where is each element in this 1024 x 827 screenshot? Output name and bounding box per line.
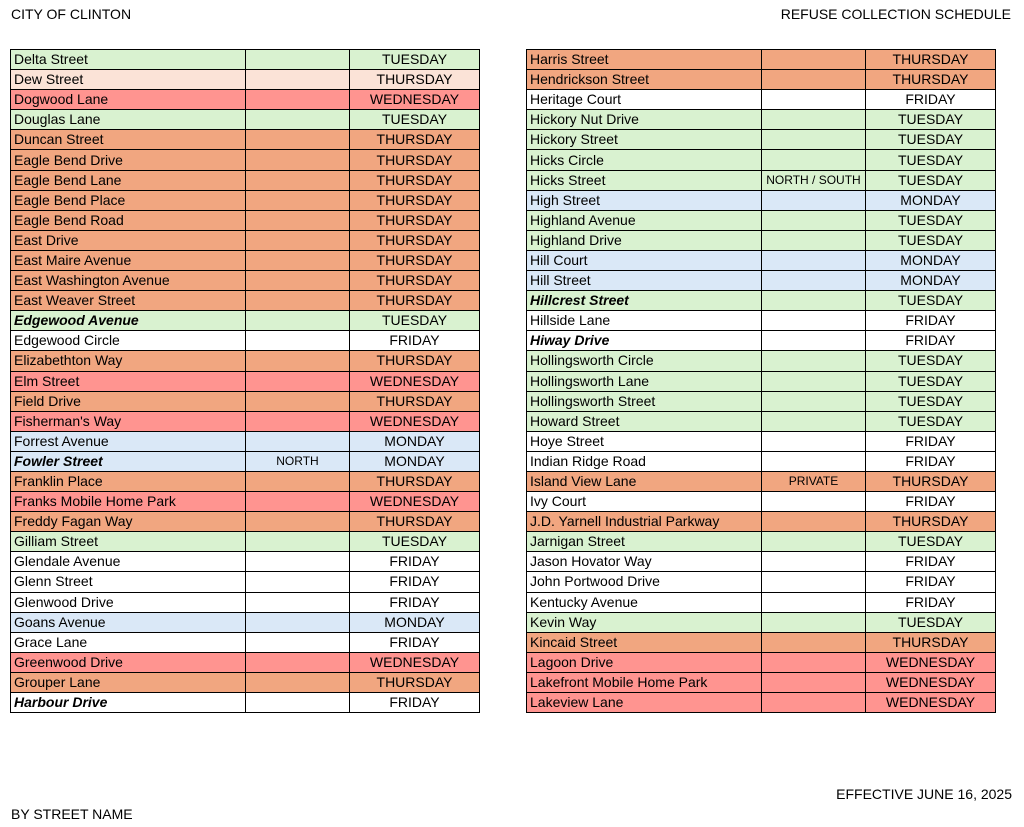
table-row — [527, 391, 996, 411]
street-name-cell: Hill Court — [527, 250, 762, 270]
street-name-cell: Fisherman's Way — [11, 411, 246, 431]
table-row — [527, 672, 996, 692]
collection-day-cell: THURSDAY — [350, 210, 480, 230]
street-note-cell — [762, 150, 866, 170]
collection-day-cell: THURSDAY — [350, 230, 480, 250]
collection-day-cell: FRIDAY — [866, 592, 996, 612]
street-note-cell — [762, 371, 866, 391]
table-row — [11, 672, 480, 692]
collection-day-cell: THURSDAY — [866, 70, 996, 90]
street-note-cell — [246, 271, 350, 291]
table-row — [11, 552, 480, 572]
collection-day-cell: FRIDAY — [350, 552, 480, 572]
collection-day-cell: WEDNESDAY — [866, 672, 996, 692]
street-note-cell — [762, 693, 866, 713]
table-row — [11, 210, 480, 230]
street-name-cell: Dogwood Lane — [11, 90, 246, 110]
table-row — [11, 693, 480, 713]
effective-date: EFFECTIVE JUNE 16, 2025 — [836, 786, 1012, 802]
table-row — [527, 471, 996, 491]
street-name-cell: Island View Lane — [527, 471, 762, 491]
street-name-cell: Elm Street — [11, 371, 246, 391]
street-note-cell — [246, 371, 350, 391]
collection-day-cell: TUESDAY — [866, 371, 996, 391]
street-name-cell: Harris Street — [527, 50, 762, 70]
collection-day-cell: TUESDAY — [866, 130, 996, 150]
street-name-cell: Grouper Lane — [11, 672, 246, 692]
street-note-cell — [246, 90, 350, 110]
collection-day-cell: FRIDAY — [866, 451, 996, 471]
street-note-cell — [246, 431, 350, 451]
street-name-cell: Hendrickson Street — [527, 70, 762, 90]
street-name-cell: Eagle Bend Place — [11, 190, 246, 210]
street-name-cell: Hollingsworth Street — [527, 391, 762, 411]
collection-day-cell: TUESDAY — [866, 411, 996, 431]
table-row — [527, 90, 996, 110]
table-row — [11, 592, 480, 612]
street-note-cell — [246, 693, 350, 713]
street-name-cell: Kevin Way — [527, 612, 762, 632]
collection-day-cell: WEDNESDAY — [350, 652, 480, 672]
collection-day-cell: WEDNESDAY — [350, 371, 480, 391]
street-name-cell: Edgewood Circle — [11, 331, 246, 351]
schedule-table-left — [10, 49, 480, 713]
street-name-cell: Jason Hovator Way — [527, 552, 762, 572]
table-row — [11, 471, 480, 491]
collection-day-cell: WEDNESDAY — [350, 492, 480, 512]
collection-day-cell: MONDAY — [350, 612, 480, 632]
collection-day-cell: THURSDAY — [866, 632, 996, 652]
street-name-cell: East Maire Avenue — [11, 250, 246, 270]
street-note-cell — [762, 411, 866, 431]
street-note-cell — [246, 50, 350, 70]
table-row — [11, 250, 480, 270]
street-note-cell — [762, 271, 866, 291]
street-name-cell: Howard Street — [527, 411, 762, 431]
collection-day-cell: TUESDAY — [866, 351, 996, 371]
collection-day-cell: FRIDAY — [350, 693, 480, 713]
street-note-cell — [246, 672, 350, 692]
street-note-cell — [246, 331, 350, 351]
street-note-cell — [246, 170, 350, 190]
table-row — [527, 652, 996, 672]
collection-day-cell: THURSDAY — [350, 250, 480, 270]
street-note-cell: NORTH / SOUTH — [762, 170, 866, 190]
collection-day-cell: MONDAY — [866, 271, 996, 291]
sort-label: BY STREET NAME — [11, 806, 133, 822]
collection-day-cell: MONDAY — [350, 451, 480, 471]
table-row — [11, 431, 480, 451]
collection-day-cell: THURSDAY — [350, 391, 480, 411]
street-name-cell: Gilliam Street — [11, 532, 246, 552]
collection-day-cell: THURSDAY — [866, 471, 996, 491]
street-note-cell — [762, 451, 866, 471]
collection-day-cell: THURSDAY — [350, 130, 480, 150]
collection-day-cell: THURSDAY — [350, 351, 480, 371]
collection-day-cell: WEDNESDAY — [866, 652, 996, 672]
collection-day-cell: THURSDAY — [350, 170, 480, 190]
street-note-cell — [762, 592, 866, 612]
street-note-cell — [246, 210, 350, 230]
collection-day-cell: FRIDAY — [866, 572, 996, 592]
table-row — [11, 150, 480, 170]
street-note-cell — [246, 311, 350, 331]
street-name-cell: East Washington Avenue — [11, 271, 246, 291]
table-row — [11, 632, 480, 652]
table-row — [527, 291, 996, 311]
collection-day-cell: TUESDAY — [350, 532, 480, 552]
table-row — [11, 130, 480, 150]
street-name-cell: Freddy Fagan Way — [11, 512, 246, 532]
street-name-cell: East Drive — [11, 230, 246, 250]
street-name-cell: Delta Street — [11, 50, 246, 70]
street-name-cell: Fowler Street — [11, 451, 246, 471]
collection-day-cell: TUESDAY — [866, 170, 996, 190]
table-row — [527, 210, 996, 230]
street-note-cell — [762, 512, 866, 532]
collection-day-cell: THURSDAY — [350, 512, 480, 532]
table-row — [11, 50, 480, 70]
collection-day-cell: WEDNESDAY — [350, 90, 480, 110]
street-name-cell: Grace Lane — [11, 632, 246, 652]
table-row — [11, 271, 480, 291]
street-name-cell: Eagle Bend Lane — [11, 170, 246, 190]
table-row — [11, 492, 480, 512]
street-note-cell — [762, 391, 866, 411]
street-name-cell: Highland Avenue — [527, 210, 762, 230]
collection-day-cell: MONDAY — [866, 190, 996, 210]
street-note-cell — [762, 190, 866, 210]
table-row — [527, 130, 996, 150]
collection-day-cell: FRIDAY — [866, 492, 996, 512]
street-name-cell: Hicks Street — [527, 170, 762, 190]
street-name-cell: Glenn Street — [11, 572, 246, 592]
street-note-cell — [762, 532, 866, 552]
collection-day-cell: WEDNESDAY — [350, 411, 480, 431]
collection-day-cell: FRIDAY — [866, 311, 996, 331]
street-note-cell — [246, 411, 350, 431]
street-note-cell — [762, 70, 866, 90]
collection-day-cell: FRIDAY — [350, 572, 480, 592]
collection-day-cell: TUESDAY — [866, 291, 996, 311]
table-row — [11, 411, 480, 431]
street-note-cell — [246, 552, 350, 572]
table-row — [527, 612, 996, 632]
street-note-cell — [762, 331, 866, 351]
table-row — [527, 70, 996, 90]
street-name-cell: Lakeview Lane — [527, 693, 762, 713]
table-row — [527, 311, 996, 331]
street-note-cell — [246, 351, 350, 371]
street-name-cell: Edgewood Avenue — [11, 311, 246, 331]
collection-day-cell: TUESDAY — [350, 50, 480, 70]
table-row — [527, 50, 996, 70]
collection-day-cell: THURSDAY — [866, 512, 996, 532]
table-row — [11, 311, 480, 331]
street-note-cell — [246, 471, 350, 491]
table-row — [527, 693, 996, 713]
table-row — [11, 652, 480, 672]
street-note-cell — [246, 70, 350, 90]
table-row — [527, 532, 996, 552]
street-note-cell — [762, 652, 866, 672]
collection-day-cell: TUESDAY — [866, 612, 996, 632]
street-name-cell: Ivy Court — [527, 492, 762, 512]
street-name-cell: Hoye Street — [527, 431, 762, 451]
collection-day-cell: TUESDAY — [350, 311, 480, 331]
street-note-cell — [762, 50, 866, 70]
street-note-cell — [762, 612, 866, 632]
street-name-cell: Hiway Drive — [527, 331, 762, 351]
table-row — [527, 371, 996, 391]
table-row — [11, 612, 480, 632]
collection-day-cell: THURSDAY — [350, 672, 480, 692]
street-name-cell: Harbour Drive — [11, 693, 246, 713]
street-note-cell — [246, 592, 350, 612]
collection-day-cell: FRIDAY — [350, 632, 480, 652]
collection-day-cell: FRIDAY — [866, 552, 996, 572]
table-row — [527, 150, 996, 170]
collection-day-cell: FRIDAY — [350, 592, 480, 612]
table-row — [527, 190, 996, 210]
street-note-cell — [246, 391, 350, 411]
street-name-cell: Douglas Lane — [11, 110, 246, 130]
table-row — [527, 431, 996, 451]
street-note-cell — [246, 130, 350, 150]
street-note-cell — [246, 190, 350, 210]
street-name-cell: Lakefront Mobile Home Park — [527, 672, 762, 692]
table-row — [11, 291, 480, 311]
collection-day-cell: TUESDAY — [866, 230, 996, 250]
street-note-cell: PRIVATE — [762, 471, 866, 491]
collection-day-cell: WEDNESDAY — [866, 693, 996, 713]
table-row — [11, 351, 480, 371]
collection-day-cell: TUESDAY — [866, 391, 996, 411]
street-note-cell — [246, 512, 350, 532]
table-row — [527, 512, 996, 532]
street-name-cell: Elizabethton Way — [11, 351, 246, 371]
street-note-cell — [762, 431, 866, 451]
table-row — [11, 451, 480, 471]
table-row — [11, 572, 480, 592]
street-name-cell: Forrest Avenue — [11, 431, 246, 451]
street-note-cell — [762, 672, 866, 692]
street-note-cell — [246, 652, 350, 672]
street-name-cell: Kentucky Avenue — [527, 592, 762, 612]
street-name-cell: Heritage Court — [527, 90, 762, 110]
table-row — [11, 170, 480, 190]
street-name-cell: East Weaver Street — [11, 291, 246, 311]
street-name-cell: High Street — [527, 190, 762, 210]
street-note-cell — [762, 311, 866, 331]
street-name-cell: Dew Street — [11, 70, 246, 90]
street-name-cell: Hollingsworth Lane — [527, 371, 762, 391]
table-row — [11, 190, 480, 210]
table-row — [527, 592, 996, 612]
street-name-cell: Glendale Avenue — [11, 552, 246, 572]
collection-day-cell: TUESDAY — [866, 210, 996, 230]
table-row — [11, 230, 480, 250]
street-note-cell — [762, 291, 866, 311]
street-note-cell — [762, 90, 866, 110]
collection-day-cell: THURSDAY — [350, 271, 480, 291]
street-note-cell — [762, 492, 866, 512]
street-note-cell — [762, 632, 866, 652]
table-row — [11, 371, 480, 391]
table-row — [527, 250, 996, 270]
street-name-cell: Franks Mobile Home Park — [11, 492, 246, 512]
street-name-cell: Duncan Street — [11, 130, 246, 150]
collection-day-cell: THURSDAY — [350, 190, 480, 210]
collection-day-cell: TUESDAY — [350, 110, 480, 130]
collection-day-cell: MONDAY — [350, 431, 480, 451]
street-name-cell: Kincaid Street — [527, 632, 762, 652]
table-row — [527, 492, 996, 512]
street-note-cell: NORTH — [246, 451, 350, 471]
table-row — [527, 230, 996, 250]
table-row — [527, 351, 996, 371]
collection-day-cell: TUESDAY — [866, 110, 996, 130]
street-name-cell: Glenwood Drive — [11, 592, 246, 612]
collection-day-cell: FRIDAY — [866, 431, 996, 451]
street-note-cell — [246, 291, 350, 311]
street-note-cell — [246, 612, 350, 632]
table-row — [527, 451, 996, 471]
street-note-cell — [762, 572, 866, 592]
table-row — [527, 331, 996, 351]
collection-day-cell: TUESDAY — [866, 532, 996, 552]
street-note-cell — [246, 230, 350, 250]
street-name-cell: Hillcrest Street — [527, 291, 762, 311]
street-name-cell: Franklin Place — [11, 471, 246, 491]
table-row — [11, 512, 480, 532]
table-row — [11, 331, 480, 351]
table-row — [527, 411, 996, 431]
street-note-cell — [246, 110, 350, 130]
street-note-cell — [762, 351, 866, 371]
street-note-cell — [246, 250, 350, 270]
street-name-cell: Field Drive — [11, 391, 246, 411]
table-row — [527, 572, 996, 592]
street-note-cell — [246, 492, 350, 512]
street-note-cell — [762, 552, 866, 572]
street-name-cell: Hollingsworth Circle — [527, 351, 762, 371]
street-note-cell — [762, 230, 866, 250]
table-row — [527, 271, 996, 291]
table-row — [11, 90, 480, 110]
street-note-cell — [246, 572, 350, 592]
table-row — [11, 110, 480, 130]
street-note-cell — [246, 532, 350, 552]
street-name-cell: Greenwood Drive — [11, 652, 246, 672]
table-row — [11, 70, 480, 90]
collection-day-cell: THURSDAY — [350, 471, 480, 491]
collection-day-cell: THURSDAY — [866, 50, 996, 70]
street-name-cell: Eagle Bend Road — [11, 210, 246, 230]
collection-day-cell: MONDAY — [866, 250, 996, 270]
collection-day-cell: THURSDAY — [350, 70, 480, 90]
street-name-cell: Highland Drive — [527, 230, 762, 250]
street-note-cell — [762, 210, 866, 230]
street-name-cell: Hickory Nut Drive — [527, 110, 762, 130]
street-name-cell: Goans Avenue — [11, 612, 246, 632]
street-note-cell — [762, 250, 866, 270]
collection-day-cell: FRIDAY — [866, 90, 996, 110]
street-note-cell — [246, 632, 350, 652]
street-note-cell — [246, 150, 350, 170]
collection-day-cell: FRIDAY — [866, 331, 996, 351]
street-name-cell: J.D. Yarnell Industrial Parkway — [527, 512, 762, 532]
table-row — [527, 110, 996, 130]
table-row — [527, 632, 996, 652]
table-row — [11, 532, 480, 552]
schedule-table-right — [526, 49, 996, 713]
street-name-cell: Hicks Circle — [527, 150, 762, 170]
collection-day-cell: THURSDAY — [350, 291, 480, 311]
schedule-title: REFUSE COLLECTION SCHEDULE — [780, 6, 1011, 22]
street-note-cell — [762, 110, 866, 130]
collection-day-cell: FRIDAY — [350, 331, 480, 351]
street-name-cell: Lagoon Drive — [527, 652, 762, 672]
street-name-cell: John Portwood Drive — [527, 572, 762, 592]
table-row — [527, 552, 996, 572]
street-name-cell: Hill Street — [527, 271, 762, 291]
street-name-cell: Indian Ridge Road — [527, 451, 762, 471]
city-name: CITY OF CLINTON — [11, 6, 132, 22]
table-row — [11, 391, 480, 411]
collection-day-cell: THURSDAY — [350, 150, 480, 170]
street-name-cell: Hillside Lane — [527, 311, 762, 331]
street-name-cell: Hickory Street — [527, 130, 762, 150]
table-row — [527, 170, 996, 190]
street-name-cell: Jarnigan Street — [527, 532, 762, 552]
collection-day-cell: TUESDAY — [866, 150, 996, 170]
street-note-cell — [762, 130, 866, 150]
street-name-cell: Eagle Bend Drive — [11, 150, 246, 170]
